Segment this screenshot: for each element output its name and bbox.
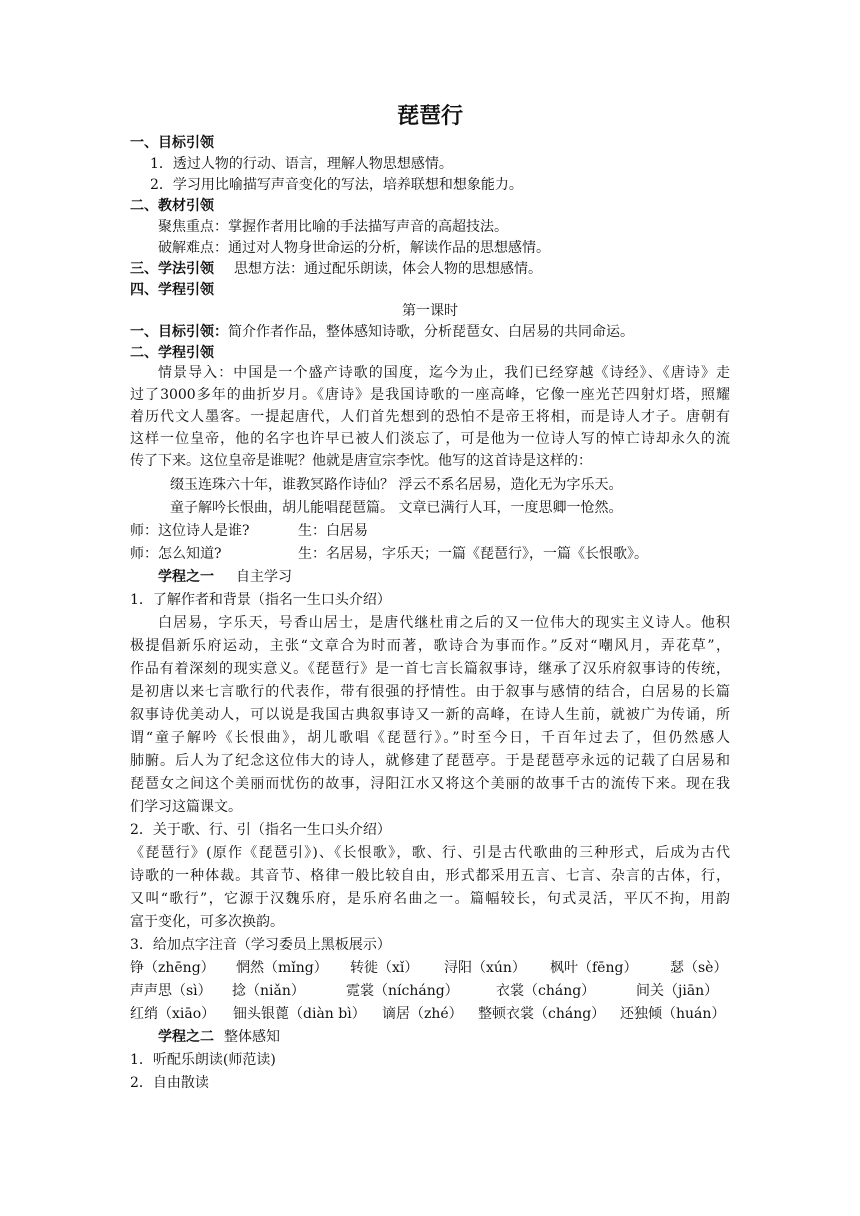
- poem-line: 童子解吟长恨曲，胡儿能唱琵琶篇。 文章已满行人耳，一度思卿一怆然。: [170, 500, 623, 516]
- pinyin-entry: 转徙（xǐ）: [350, 960, 419, 976]
- paragraph-line: 叙事诗优美动人，可以说是我国古典叙事诗又一新的高峰，在诗人生前，就被广为传诵，所: [130, 707, 730, 723]
- paragraph-line: 谓“童子解吟《长恨曲》，胡儿歌唱《琵琶行》。”时至今日，千百年过去了，但仍然感人: [130, 730, 730, 746]
- teacher-line: 师：怎么知道?: [130, 546, 222, 562]
- item-heading: 1．了解作者和背景（指名一生口头介绍）: [130, 592, 391, 608]
- pinyin-entry: 浔阳（xún）: [444, 960, 526, 976]
- step-heading: [158, 1026, 758, 1048]
- paragraph-line: 这样一位皇帝，他的名字也许早已被人们淡忘了，可是他为一位诗人写的悼亡诗却永久的流: [130, 431, 730, 447]
- dialog-line: [130, 543, 730, 565]
- pinyin-entry: 谪居（zhé）: [382, 1006, 463, 1022]
- document-title: 琵琶行: [396, 104, 463, 129]
- paragraph-line: 着历代文人墨客。一提起唐代，人们首先想到的恐怕不是帝王将相，而是诗人才子。唐朝有: [130, 409, 730, 425]
- pinyin-entry: 钿头银蓖（diàn bì）: [233, 1006, 366, 1022]
- step-label: 学程之二: [158, 1029, 214, 1045]
- paragraph-line: 是初唐以来七言歌行的代表作，带有很强的抒情性。由于叙事与感情的结合，白居易的长篇: [130, 684, 730, 700]
- pinyin-entry: 间关（jiān）: [636, 983, 719, 999]
- pinyin-row: [0, 957, 860, 979]
- step-heading: [158, 566, 758, 588]
- item-heading: 1．听配乐朗读(师范读): [130, 1052, 276, 1068]
- paragraph-line: 肺腑。后人为了纪念这位伟大的诗人，就修建了琵琶亭。于是琵琶亭永远的记载了白居易和: [130, 753, 730, 769]
- pinyin-entry: 枫叶（fēng）: [550, 960, 638, 976]
- section-heading: 一、目标引领：: [130, 324, 228, 340]
- paragraph-line: 富于变化，可多次换韵。: [130, 914, 284, 930]
- section-heading: 四、学程引领: [130, 282, 214, 298]
- goal-item: 2．学习用比喻描写声音变化的写法，培养联想和想象能力。: [150, 177, 523, 193]
- student-line: 生：白居易: [298, 523, 368, 539]
- paragraph-line: 们学习这篇课文。: [130, 799, 242, 815]
- step-label: 学程之一: [158, 569, 214, 585]
- method-text: 思想方法：通过配乐朗读，体会人物的思想感情。: [234, 261, 542, 277]
- lesson-goal-text: 简介作者作品，整体感知诗歌，分析琵琶女、白居易的共同命运。: [228, 324, 634, 340]
- section-heading: 三、学法引领: [130, 261, 214, 277]
- pinyin-row: [0, 980, 860, 1002]
- pinyin-entry: 还独倾（huán）: [620, 1006, 726, 1022]
- pinyin-entry: 瑟（sè）: [670, 960, 728, 976]
- paragraph-line: 诗歌的一种体裁。其音节、格律一般比较自由，形式都采用五言、七言、杂言的古体，行，: [130, 868, 730, 884]
- paragraph-line: 作品有着深刻的现实意义。《琵琶行》是一首七言长篇叙事诗，继承了汉乐府叙事诗的传统，: [130, 661, 730, 677]
- dialog-line: [130, 520, 730, 542]
- item-heading: 2．自由散读: [130, 1075, 209, 1091]
- pinyin-entry: 捻（niǎn）: [232, 983, 305, 999]
- pinyin-entry: 衣裳（cháng）: [496, 983, 596, 999]
- pinyin-entry: 红绡（xiāo）: [130, 1006, 216, 1022]
- method-line: [130, 258, 730, 280]
- pinyin-entry: 声声思（sì）: [130, 983, 212, 999]
- section-heading: 一、目标引领: [130, 135, 214, 151]
- pinyin-entry: 霓裳（nícháng）: [346, 983, 459, 999]
- item-heading: 3．给加点字注音（学习委员上黑板展示）: [130, 937, 391, 953]
- difficulty-point: 破解难点：通过对人物身世命运的分析，解读作品的思想感情。: [158, 240, 550, 256]
- paragraph-line: 琵琶女之间这个美丽而忧伤的故事，浔阳江水又将这个美丽的故事千古的流传下来。现在我: [130, 776, 730, 792]
- student-line: 生：名居易，字乐天；一篇《琵琶行》，一篇《长恨歌》。: [298, 546, 648, 562]
- paragraph-line: 白居易，字乐天，号香山居士，是唐代继杜甫之后的又一位伟大的现实主义诗人。他积: [158, 615, 730, 631]
- step-title: 整体感知: [224, 1029, 280, 1045]
- pinyin-row: [0, 1003, 860, 1025]
- teacher-line: 师：这位诗人是谁?: [130, 523, 250, 539]
- paragraph-line: 极提倡新乐府运动，主张“文章合为时而著，歌诗合为事而作。”反对“嘲风月，弄花草”，: [130, 638, 730, 654]
- item-heading: 2．关于歌、行、引（指名一生口头介绍）: [130, 822, 391, 838]
- paragraph-line: 《琵琶行》(原作《琵琶引》)、《长恨歌》，歌、行、引是古代歌曲的三种形式，后成为古代: [130, 845, 730, 861]
- pinyin-entry: 惘然（mǐng）: [236, 960, 328, 976]
- paragraph-line: 传了下来。这位皇帝是谁呢？他就是唐宣宗李忱。他写的这首诗是这样的：: [130, 453, 592, 469]
- goal-item: 1．透过人物的行动、语言，理解人物思想感情。: [150, 156, 453, 172]
- lesson-heading: 第一课时: [402, 303, 458, 319]
- focus-point: 聚焦重点：掌握作者用比喻的手法描写声音的高超技法。: [158, 219, 508, 235]
- step-title: 自主学习: [236, 569, 292, 585]
- paragraph-line: 情景导入：中国是一个盛产诗歌的国度，迄今为止，我们已经穿越《诗经》、《唐诗》走: [158, 365, 730, 381]
- pinyin-entry: 整顿衣裳（cháng）: [478, 1006, 606, 1022]
- section-heading: 二、教材引领: [130, 198, 214, 214]
- pinyin-entry: 铮（zhēng）: [130, 960, 215, 976]
- paragraph-line: 过了3000多年的曲折岁月。《唐诗》是我国诗歌的一座高峰，它像一座光芒四射灯塔，照耀: [130, 387, 730, 403]
- lesson-goal: [130, 321, 730, 343]
- poem-line: 缀玉连珠六十年，谁教冥路作诗仙？ 浮云不系名居易，造化无为字乐天。: [170, 477, 623, 493]
- section-heading: 二、学程引领: [130, 345, 214, 361]
- paragraph-line: 又叫“歌行”，它源于汉魏乐府，是乐府名曲之一。篇幅较长，句式灵活，平仄不拘，用韵: [130, 891, 730, 907]
